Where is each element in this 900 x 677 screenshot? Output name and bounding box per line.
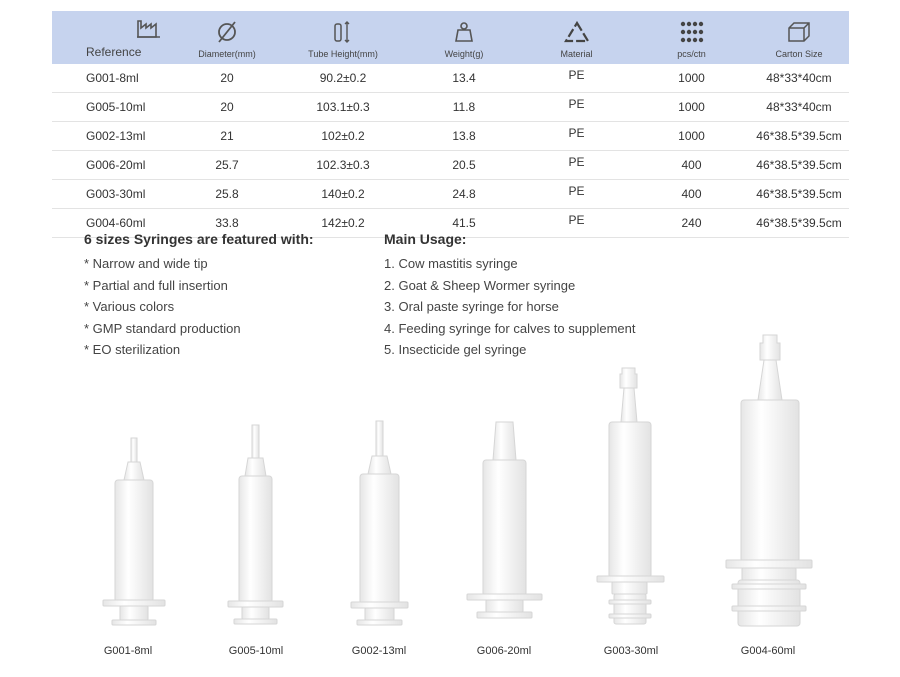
cell-carton-size: 48*33*40cm	[749, 64, 849, 93]
feature-item: * GMP standard production	[84, 320, 241, 336]
cell-reference: G005-10ml	[52, 93, 177, 122]
usage-item: 3. Oral paste syringe for horse	[384, 299, 559, 314]
cell-weight: 13.4	[409, 64, 519, 93]
header-label: Carton Size	[775, 49, 823, 59]
usage-item: 5. Insecticide gel syringe	[384, 342, 527, 357]
cell-weight: 13.8	[409, 122, 519, 151]
usage-item: 1. Cow mastitis syringe	[384, 256, 518, 271]
product-label-g005: G005-10ml	[228, 645, 284, 657]
cell-carton-size: 46*38.5*39.5cm	[749, 209, 849, 238]
cell-carton-size: 48*33*40cm	[749, 93, 849, 122]
feature-item: * Narrow and wide tip	[84, 256, 208, 271]
cell-material: PE	[519, 93, 634, 122]
cell-reference: G003-30ml	[52, 180, 177, 209]
cell-weight: 11.8	[409, 93, 519, 122]
syringe-g006-20ml	[467, 422, 542, 618]
syringe-g001-8ml	[103, 438, 165, 625]
cell-diameter: 21	[177, 122, 277, 151]
usage-item: 4. Feeding syringe for calves to supplement	[384, 320, 636, 336]
cell-reference: G001-8ml	[52, 64, 177, 93]
cell-tube-height: 140±0.2	[277, 180, 409, 209]
cell-carton-size: 46*38.5*39.5cm	[749, 151, 849, 180]
cell-tube-height: 102±0.2	[277, 122, 409, 151]
header-label: pcs/ctn	[677, 49, 706, 59]
header-label: Diameter(mm)	[198, 49, 256, 59]
header-label: Tube Height(mm)	[308, 49, 378, 59]
cell-tube-height: 142±0.2	[277, 209, 409, 238]
features-title: 6 sizes Syringes are featured with:	[84, 231, 314, 247]
cell-pcs-ctn: 400	[634, 180, 749, 209]
cell-material: PE	[519, 64, 634, 93]
feature-item: * Various colors	[84, 299, 175, 314]
cell-tube-height: 103.1±0.3	[277, 93, 409, 122]
cell-material: PE	[519, 122, 634, 151]
cell-weight: 20.5	[409, 151, 519, 180]
syringe-g003-30ml	[597, 368, 664, 624]
cell-pcs-ctn: 1000	[634, 64, 749, 93]
cell-pcs-ctn: 1000	[634, 122, 749, 151]
cell-pcs-ctn: 1000	[634, 93, 749, 122]
cell-carton-size: 46*38.5*39.5cm	[749, 122, 849, 151]
cell-reference: G002-13ml	[52, 122, 177, 151]
product-label-g002: G002-13ml	[351, 645, 407, 657]
syringe-g004-60ml	[726, 335, 812, 626]
cell-carton-size: 46*38.5*39.5cm	[749, 180, 849, 209]
cell-diameter: 33.8	[177, 209, 277, 238]
cell-tube-height: 90.2±0.2	[277, 64, 409, 93]
cell-pcs-ctn: 400	[634, 151, 749, 180]
syringe-g005-10ml	[228, 425, 283, 624]
cell-tube-height: 102.3±0.3	[277, 151, 409, 180]
usage-item: 2. Goat & Sheep Wormer syringe	[384, 277, 576, 293]
usage-title: Main Usage:	[384, 231, 467, 247]
cell-material: PE	[519, 180, 634, 209]
header-label: Weight(g)	[444, 49, 484, 59]
cell-diameter: 25.7	[177, 151, 277, 180]
header-label: Reference	[86, 45, 142, 59]
product-label-g003: G003-30ml	[603, 645, 659, 657]
cell-pcs-ctn: 240	[634, 209, 749, 238]
cell-diameter: 20	[177, 93, 277, 122]
cell-diameter: 25.8	[177, 180, 277, 209]
cell-diameter: 20	[177, 64, 277, 93]
header-label: Material	[560, 49, 593, 59]
product-label-g004: G004-60ml	[740, 645, 796, 657]
cell-weight: 24.8	[409, 180, 519, 209]
cell-material: PE	[519, 209, 634, 238]
cell-material: PE	[519, 151, 634, 180]
feature-item: * EO sterilization	[84, 342, 181, 357]
syringe-g002-13ml	[351, 421, 408, 625]
feature-item: * Partial and full insertion	[84, 277, 228, 293]
cell-weight: 41.5	[409, 209, 519, 238]
cell-reference: G006-20ml	[52, 151, 177, 180]
product-label-g006: G006-20ml	[476, 645, 532, 657]
product-label-g001: G001-8ml	[103, 645, 153, 657]
cell-reference: G004-60ml	[52, 209, 177, 238]
